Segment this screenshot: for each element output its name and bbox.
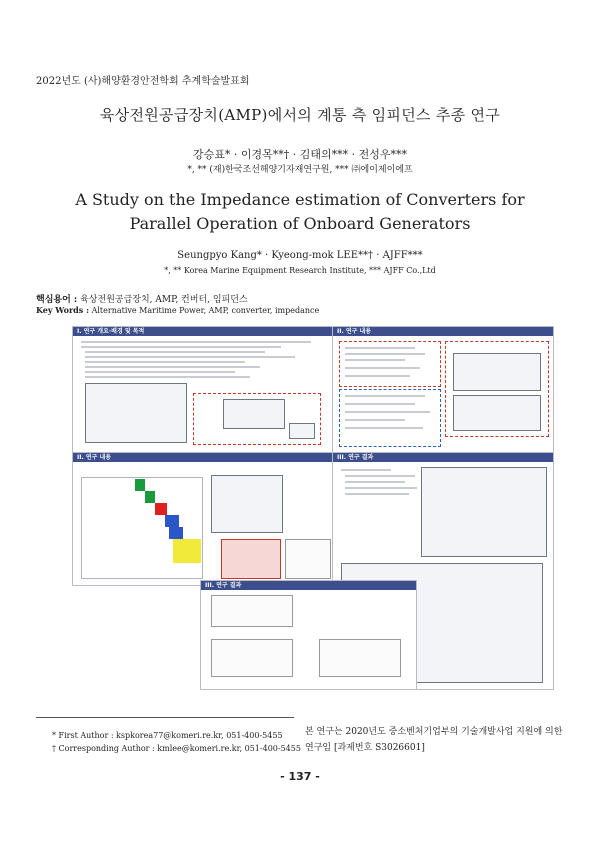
waveform-3 [319,639,401,677]
poster-panel-results-bottom [200,580,417,690]
waveform-1 [211,595,293,627]
simulation-model-1 [421,467,547,557]
poster-panel-overview [72,326,334,454]
flowchart [211,475,283,533]
keywords-english-value: Alternative Maritime Power, AMP, converter, impedance [91,306,320,315]
english-title: A Study on the Impedance estimation of Converters for Parallel Operation of Onboard Generators [75,190,525,233]
control-block [289,423,315,439]
panel-results-bottom-title: III. 연구 결과 [201,581,416,590]
system-diagram-left [85,383,187,443]
keywords-korean [36,292,248,305]
korean-affiliation: *, ** (재)한국조선해양기자재연구원, *** ㈜에이제이에프 [187,165,413,175]
panel-research-right-title: II. 연구 내용 [333,327,553,336]
korean-authors: 강승표* · 이경목**† · 김태의*** · 전성우*** [193,148,407,161]
english-affiliation: *, ** Korea Marine Equipment Research Institute, *** AJFF Co.,Ltd [164,266,436,275]
korean-title: 육상전원공급장치(AMP)에서의 계통 측 임피던스 추종 연구 [99,106,501,124]
response-graph [285,539,331,579]
waveform-2 [211,639,293,677]
keywords-english-label: Key Words : [36,305,90,315]
research-item-box-2 [339,389,441,447]
panel-overview-title: I. 연구 개요·배경 및 목적 [73,327,333,336]
panel-research-left-title: II. 연구 내용 [73,453,333,462]
keywords-korean-value: 육상전원공급장치, AMP, 컨버터, 임피던스 [80,295,248,305]
footnote-corresponding-author: † Corresponding Author : kmlee@komeri.re.kr, 051-400-5455 [52,744,301,753]
poster-panel-research-left [72,452,334,586]
keywords-english [36,305,319,315]
acknowledgment: 본 연구는 2020년도 중소벤처기업부의 기술개발사업 지원에 의한 연구임 [과제번호 S3026601] [305,727,563,753]
page-number: - 137 - [280,770,320,783]
poster-panel-research-right [332,326,554,454]
english-authors: Seungpyo Kang* · Kyeong-mok LEE**† · AJFF*** [177,250,423,261]
keywords-korean-label: 핵심용어 : [36,295,78,305]
schedule-table [81,477,203,579]
panel-results-right-title: III. 연구 결과 [333,453,553,462]
footnote-first-author: * First Author : kspkorea77@komeri.re.kr, 051-400-5455 [52,731,283,740]
footnote-rule [36,717,294,718]
conference-header: 2022년도 (사)해양환경안전학회 추계학술발표회 [36,76,250,87]
converter-circuit-block [223,399,285,429]
